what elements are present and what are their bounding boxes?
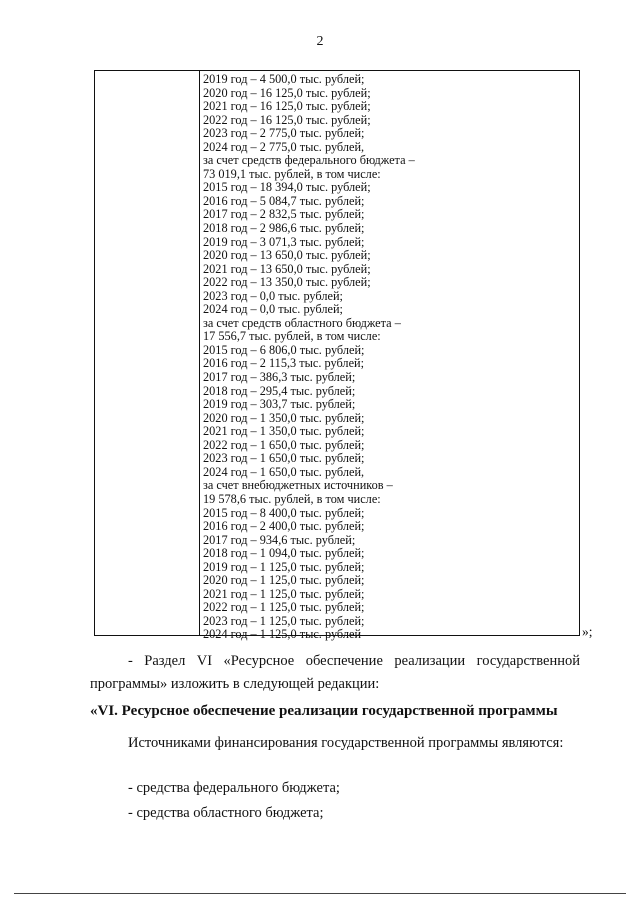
table-line: 2015 год – 6 806,0 тыс. рублей; bbox=[203, 342, 365, 357]
funding-cell bbox=[203, 73, 575, 642]
table-line: 2017 год – 386,3 тыс. рублей; bbox=[203, 370, 356, 385]
table-line: 73 019,1 тыс. рублей, в том числе: bbox=[203, 166, 381, 181]
table-line: 2024 год – 1 125,0 тыс. рублей bbox=[203, 627, 362, 642]
sources-paragraph: Источниками финансирования государственной программы являются: bbox=[128, 735, 564, 751]
table-line: 2024 год – 2 775,0 тыс. рублей, bbox=[203, 139, 365, 154]
table-line: 17 556,7 тыс. рублей, в том числе: bbox=[203, 329, 381, 344]
table-line: 2021 год – 16 125,0 тыс. рублей; bbox=[203, 99, 371, 114]
table-line: за счет средств областного бюджета – bbox=[203, 315, 401, 330]
table-line: 2020 год – 13 650,0 тыс. рублей; bbox=[203, 248, 371, 263]
table-line: 2022 год – 1 650,0 тыс. рублей; bbox=[203, 437, 365, 452]
table-line: 2020 год – 16 125,0 тыс. рублей; bbox=[203, 85, 371, 100]
table-line: 2022 год – 1 125,0 тыс. рублей; bbox=[203, 600, 365, 615]
funding-table bbox=[94, 70, 580, 642]
table-line: 2021 год – 1 125,0 тыс. рублей; bbox=[203, 586, 365, 601]
table-line: 2022 год – 16 125,0 тыс. рублей; bbox=[203, 112, 371, 127]
footer-rule bbox=[14, 893, 626, 894]
table-line: 2017 год – 2 832,5 тыс. рублей; bbox=[203, 207, 365, 222]
table-line: 2017 год – 934,6 тыс. рублей; bbox=[203, 532, 356, 547]
table-line: 2020 год – 1 125,0 тыс. рублей; bbox=[203, 573, 365, 588]
table-line: 2024 год – 1 650,0 тыс. рублей, bbox=[203, 464, 365, 479]
table-line: 2022 год – 13 350,0 тыс. рублей; bbox=[203, 275, 371, 290]
column-divider bbox=[199, 71, 200, 635]
table-line: 19 578,6 тыс. рублей, в том числе: bbox=[203, 491, 381, 506]
table-line: 2018 год – 295,4 тыс. рублей; bbox=[203, 383, 356, 398]
table-line: 2023 год – 1 125,0 тыс. рублей; bbox=[203, 613, 365, 628]
table-line: 2015 год – 18 394,0 тыс. рублей; bbox=[203, 180, 371, 195]
amendment-paragraph: - Раздел VI «Ресурсное обеспечение реализации государственной программы» изложить в следующей редакции: bbox=[90, 653, 580, 692]
table-line: 2019 год – 4 500,0 тыс. рублей; bbox=[203, 72, 365, 86]
table-line: 2018 год – 1 094,0 тыс. рублей; bbox=[203, 546, 365, 561]
table-line: 2020 год – 1 350,0 тыс. рублей; bbox=[203, 410, 365, 425]
table-line: 2015 год – 8 400,0 тыс. рублей; bbox=[203, 505, 365, 520]
table-line: 2019 год – 3 071,3 тыс. рублей; bbox=[203, 234, 365, 249]
closing-quote: »; bbox=[582, 624, 593, 639]
list-item-federal: - средства федерального бюджета; bbox=[128, 780, 340, 796]
table-line: за счет внебюджетных источников – bbox=[203, 478, 393, 493]
table-line: за счет средств федерального бюджета – bbox=[203, 153, 415, 168]
table-line: 2021 год – 1 350,0 тыс. рублей; bbox=[203, 424, 365, 439]
table-line: 2018 год – 2 986,6 тыс. рублей; bbox=[203, 221, 365, 236]
table-line: 2016 год – 2 400,0 тыс. рублей; bbox=[203, 519, 365, 534]
table-line: 2016 год – 5 084,7 тыс. рублей; bbox=[203, 193, 365, 208]
table-line: 2024 год – 0,0 тыс. рублей; bbox=[203, 302, 343, 317]
table-line: 2019 год – 303,7 тыс. рублей; bbox=[203, 397, 356, 412]
section-heading: «VI. Ресурсное обеспечение реализации государственной программы bbox=[90, 703, 558, 719]
list-item-regional: - средства областного бюджета; bbox=[128, 805, 324, 821]
table-line: 2023 год – 0,0 тыс. рублей; bbox=[203, 288, 343, 303]
table-line: 2019 год – 1 125,0 тыс. рублей; bbox=[203, 559, 365, 574]
page-number: 2 bbox=[316, 34, 324, 49]
table-line: 2023 год – 1 650,0 тыс. рублей; bbox=[203, 451, 365, 466]
table-line: 2021 год – 13 650,0 тыс. рублей; bbox=[203, 261, 371, 276]
table-line: 2016 год – 2 115,3 тыс. рублей; bbox=[203, 356, 365, 371]
table-line: 2023 год – 2 775,0 тыс. рублей; bbox=[203, 126, 365, 141]
